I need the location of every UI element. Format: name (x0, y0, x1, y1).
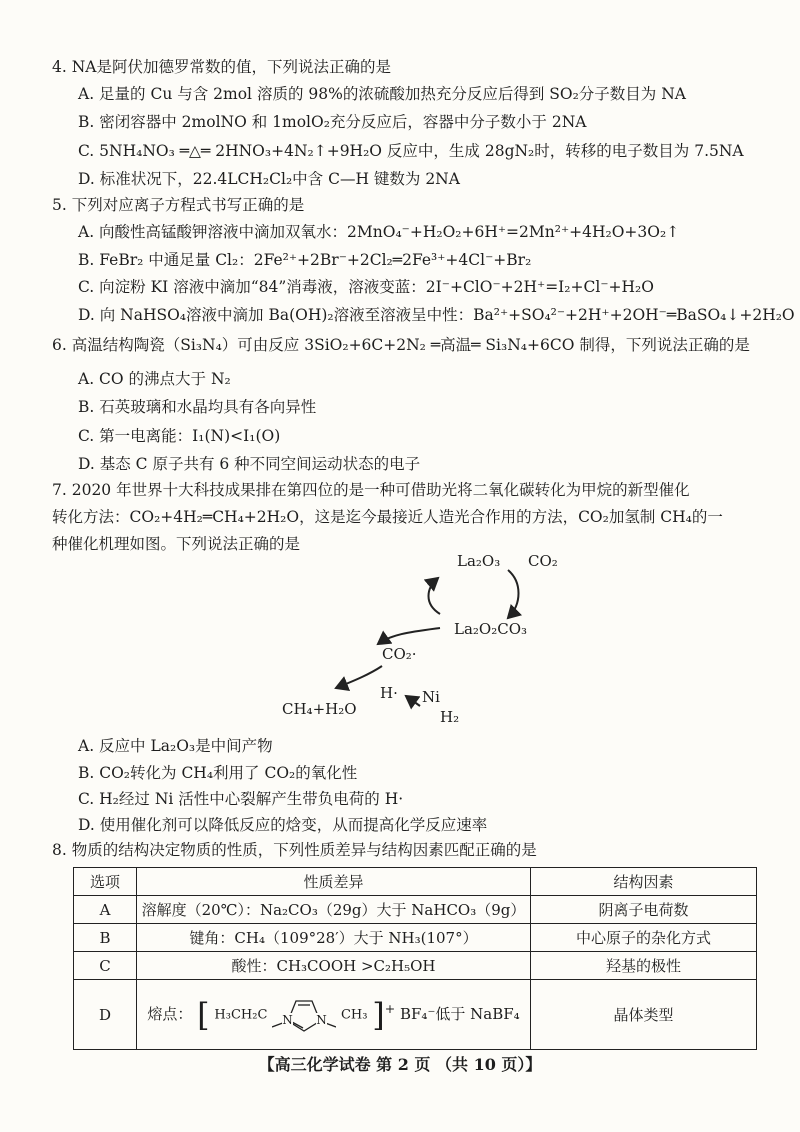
header-option: 选项 (74, 868, 137, 896)
cell-property: 溶解度（20℃）：Na₂CO₃（29g）大于 NaHCO₃（9g） (137, 896, 531, 924)
q4-stem: 4. NA是阿伏加德罗常数的值，下列说法正确的是 (52, 58, 391, 76)
q8-table (73, 867, 757, 1050)
q5-option-a: A. 向酸性高锰酸钾溶液中滴加双氧水：2MnO₄⁻+H₂O₂+6H⁺=2Mn²⁺+4H₂O+3O₂↑ (78, 223, 680, 241)
table-header-row (74, 868, 757, 896)
q6-option-c: C. 第一电离能：I₁(N)<I₁(O) (78, 427, 281, 445)
cell-property-imidazolium (137, 980, 531, 1050)
cell-factor: 晶体类型 (531, 980, 757, 1050)
q4-option-a: A. 足量的 Cu 与含 2mol 溶质的 98%的浓硫酸加热充分反应后得到 SO₂分子数目为 NA (78, 85, 686, 103)
q8-stem: 8. 物质的结构决定物质的性质，下列性质差异与结构因素匹配正确的是 (52, 841, 537, 859)
q4-option-b: B. 密闭容器中 2molNO 和 1molO₂充分反应后，容器中分子数小于 2NA (78, 113, 587, 131)
q7-option-b: B. CO₂转化为 CH₄利用了 CO₂的氧化性 (78, 764, 358, 782)
label-co2: CO₂ (528, 552, 558, 570)
table-row (74, 980, 757, 1050)
cell-label: C (74, 952, 137, 980)
arrow-la2o2co3-to-co2-radical (378, 628, 440, 644)
q5-option-c: C. 向淀粉 KI 溶液中滴加“84”消毒液，溶液变蓝：2I⁻+ClO⁻+2H⁺=I₂+Cl⁻+H₂O (78, 278, 654, 296)
label-h2: H₂ (440, 708, 460, 726)
table-row (74, 924, 757, 952)
catalytic-mechanism-diagram (270, 548, 570, 728)
q6-option-a: A. CO 的沸点大于 N₂ (78, 370, 231, 388)
right-bracket: ] (372, 995, 385, 1034)
ring-nitrogen-right: N (316, 1012, 327, 1027)
arrow-ni-to-h-radical (406, 696, 420, 706)
ring-nitrogen-left: N (282, 1012, 293, 1027)
table-row (74, 896, 757, 924)
label-la2o3: La₂O₃ (457, 552, 501, 570)
q5-option-d: D. 向 NaHSO₄溶液中滴加 Ba(OH)₂溶液至溶液呈中性：Ba²⁺+SO₄²⁻+2H⁺+2OH⁻═BaSO₄↓+2H₂O (78, 306, 795, 324)
q7-stem-line-3: 种催化机理如图。下列说法正确的是 (52, 535, 301, 553)
arrow-la2o2co3-to-la2o3 (429, 578, 441, 614)
q7-option-c: C. H₂经过 Ni 活性中心裂解产生带负电荷的 H· (78, 790, 404, 808)
melting-point-prefix: 熔点： (147, 1004, 193, 1023)
comparison-suffix: BF₄⁻低于 NaBF₄ (400, 1004, 520, 1023)
label-la2o2co3: La₂O₂CO₃ (454, 620, 528, 638)
q7-option-d: D. 使用催化剂可以降低反应的焓变，从而提高化学反应速率 (78, 816, 488, 834)
label-h-radical: H· (380, 684, 398, 702)
imidazolium-ring (272, 993, 336, 1037)
label-products: CH₄+H₂O (282, 700, 357, 718)
left-bracket: [ (197, 995, 210, 1034)
cell-factor: 阴离子电荷数 (531, 896, 757, 924)
cell-factor: 羟基的极性 (531, 952, 757, 980)
page-footer: 【高三化学试卷 第 2 页 （共 10 页）】 (258, 1055, 542, 1074)
q6-stem: 6. 高温结构陶瓷（Si₃N₄）可由反应 3SiO₂+6C+2N₂ ═高温═ Si₃N₄+6CO 制得，下列说法正确的是 (52, 336, 750, 354)
arrow-co2-to-la2o2co3 (508, 570, 519, 618)
methyl-group: CH₃ (340, 1007, 368, 1022)
cell-property: 键角：CH₄（109°28′）大于 NH₃(107°） (137, 924, 531, 952)
q5-stem: 5. 下列对应离子方程式书写正确的是 (52, 196, 305, 214)
cell-property: 酸性：CH₃COOH >C₂H₅OH (137, 952, 531, 980)
cell-label: B (74, 924, 137, 952)
q6-option-b: B. 石英玻璃和水晶均具有各向异性 (78, 398, 317, 416)
header-property: 性质差异 (137, 868, 531, 896)
label-ni: Ni (422, 688, 440, 706)
q7-stem-line-2: 转化方法：CO₂+4H₂═CH₄+2H₂O，这是迄今最接近人造光合作用的方法，CO₂加氢制 CH₄的一 (52, 508, 723, 526)
q7-option-a: A. 反应中 La₂O₃是中间产物 (78, 737, 273, 755)
cell-label: A (74, 896, 137, 924)
header-factor: 结构因素 (531, 868, 757, 896)
arrow-co2-radical-to-products (336, 666, 382, 688)
table-row (74, 952, 757, 980)
q4-option-d: D. 标准状况下，22.4LCH₂Cl₂中含 C—H 键数为 2NA (78, 170, 460, 188)
ethyl-group: H₃CH₂C (214, 1007, 268, 1022)
q4-option-c: C. 5NH₄NO₃ ═△═ 2HNO₃+4N₂↑+9H₂O 反应中，生成 28gN₂时，转移的电子数目为 7.5NA (78, 142, 744, 160)
q5-option-b: B. FeBr₂ 中通足量 Cl₂：2Fe²⁺+2Br⁻+2Cl₂═2Fe³⁺+4Cl⁻+Br₂ (78, 251, 532, 269)
cation-charge: + (384, 1000, 396, 1016)
label-co2-radical: CO₂· (382, 645, 417, 663)
cell-label: D (74, 980, 137, 1050)
q7-stem-line-1: 7. 2020 年世界十大科技成果排在第四位的是一种可借助光将二氧化碳转化为甲烷的新型催化 (52, 481, 690, 499)
cell-factor: 中心原子的杂化方式 (531, 924, 757, 952)
q6-option-d: D. 基态 C 原子共有 6 种不同空间运动状态的电子 (78, 455, 421, 473)
